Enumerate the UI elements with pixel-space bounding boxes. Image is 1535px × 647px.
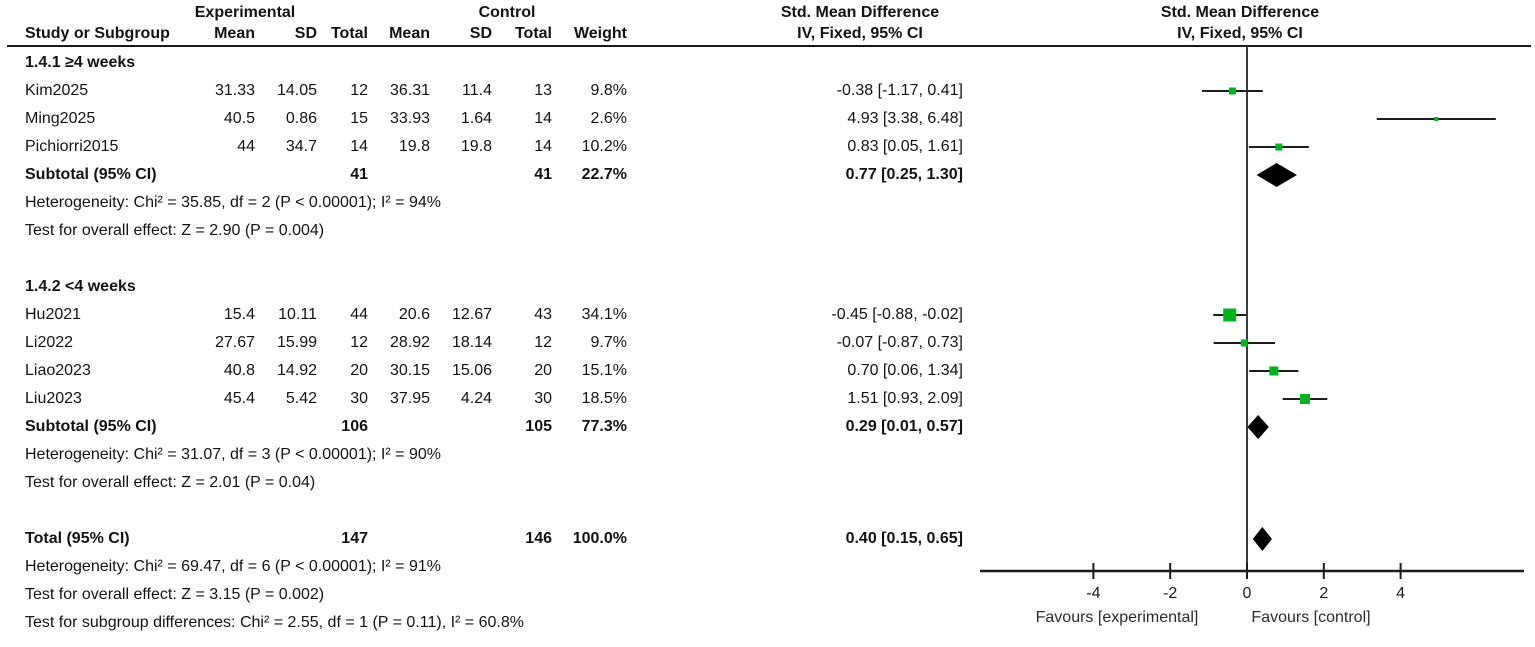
smd-header-left: Std. Mean Difference: [780, 4, 940, 21]
exp-total: 30: [350, 390, 368, 407]
ci-text: 4.93 [3.38, 6.48]: [847, 110, 963, 127]
ctrl-total: 146: [525, 530, 552, 547]
weight: 2.6%: [590, 110, 627, 127]
weight: 9.8%: [590, 82, 627, 99]
study-name: Liao2023: [25, 362, 91, 379]
subtotal-label: Subtotal (95% CI): [25, 418, 157, 435]
ci-text: 0.77 [0.25, 1.30]: [845, 166, 963, 183]
exp-sd: 15.99: [276, 334, 317, 351]
exp-mean: 40.8: [223, 362, 255, 379]
svg-text:-2: -2: [1163, 585, 1178, 602]
svg-text:Favours [experimental]: Favours [experimental]: [1035, 609, 1199, 626]
ctrl-sd: 4.24: [460, 390, 492, 407]
svg-text:0: 0: [1242, 585, 1252, 602]
ci-text: -0.38 [-1.17, 0.41]: [836, 82, 963, 99]
exp-sd: 0.86: [285, 110, 317, 127]
svg-text:-4: -4: [1086, 585, 1101, 602]
exp-mean: 31.33: [214, 82, 255, 99]
exp-sd: 34.7: [285, 138, 317, 155]
weight: 18.5%: [581, 390, 627, 407]
ctrl-total: 20: [534, 362, 552, 379]
exp-total: 20: [350, 362, 368, 379]
svg-text:Favours [control]: Favours [control]: [1251, 609, 1371, 626]
col-header-ctrl-sd: SD: [469, 25, 492, 42]
exp-total: 147: [341, 530, 368, 547]
ctrl-mean: 33.93: [389, 110, 430, 127]
svg-text:2: 2: [1319, 585, 1329, 602]
exp-total: 12: [350, 334, 368, 351]
exp-sd: 14.05: [276, 82, 317, 99]
exp-total: 15: [350, 110, 368, 127]
exp-sd: 10.11: [278, 306, 317, 323]
ctrl-mean: 19.8: [398, 138, 430, 155]
study-name: Pichiorri2015: [25, 138, 119, 155]
exp-mean: 40.5: [223, 110, 255, 127]
ctrl-total: 14: [534, 138, 552, 155]
study-name: Liu2023: [25, 390, 82, 407]
ci-header-right: IV, Fixed, 95% CI: [1177, 25, 1303, 42]
weight: 22.7%: [581, 166, 627, 183]
exp-mean: 27.67: [214, 334, 255, 351]
ctrl-total: 30: [534, 390, 552, 407]
col-header-ctrl-mean: Mean: [389, 25, 430, 42]
col-header-exp-mean: Mean: [214, 25, 255, 42]
ci-header-left: IV, Fixed, 95% CI: [797, 25, 923, 42]
exp-mean: 44: [237, 138, 255, 155]
weight: 77.3%: [581, 418, 627, 435]
exp-total: 41: [350, 166, 368, 183]
exp-total: 44: [350, 306, 368, 323]
exp-total: 106: [341, 418, 368, 435]
ctrl-mean: 20.6: [398, 306, 430, 323]
col-header-ctrl-total: Total: [514, 25, 552, 42]
ctrl-mean: 28.92: [389, 334, 430, 351]
svg-text:4: 4: [1396, 585, 1406, 602]
ctrl-sd: 11.4: [462, 82, 492, 99]
weight: 10.2%: [581, 138, 627, 155]
smd-header-right: Std. Mean Difference: [1160, 4, 1320, 21]
weight: 15.1%: [581, 362, 627, 379]
ctrl-total: 13: [534, 82, 552, 99]
group-header-experimental: Experimental: [194, 4, 296, 21]
ci-text: 1.51 [0.93, 2.09]: [847, 390, 963, 407]
study-name: Li2022: [25, 334, 74, 351]
overall-effect-text: Test for overall effect: Z = 2.01 (P = 0.04): [25, 474, 316, 491]
col-header-exp-total: Total: [330, 25, 368, 42]
ctrl-mean: 30.15: [389, 362, 430, 379]
col-header-weight: Weight: [573, 25, 627, 42]
ctrl-mean: 37.95: [389, 390, 430, 407]
exp-mean: 45.4: [223, 390, 255, 407]
ctrl-sd: 12.67: [451, 306, 492, 323]
ci-text: -0.07 [-0.87, 0.73]: [836, 334, 963, 351]
subgroup-differences-text: Test for subgroup differences: Chi² = 2.55, df = 1 (P = 0.11), I² = 60.8%: [25, 614, 524, 631]
ctrl-total: 14: [534, 110, 552, 127]
ctrl-sd: 19.8: [460, 138, 492, 155]
weight: 34.1%: [581, 306, 627, 323]
study-name: Hu2021: [25, 306, 82, 323]
total-label: Total (95% CI): [25, 530, 130, 547]
group-header-control: Control: [478, 4, 536, 21]
exp-sd: 5.42: [285, 390, 317, 407]
exp-sd: 14.92: [276, 362, 317, 379]
exp-mean: 15.4: [223, 306, 255, 323]
weight: 100.0%: [572, 530, 627, 547]
ctrl-sd: 1.64: [460, 110, 492, 127]
study-name: Ming2025: [25, 110, 96, 127]
ci-text: 0.83 [0.05, 1.61]: [847, 138, 963, 155]
ctrl-sd: 15.06: [451, 362, 492, 379]
ctrl-mean: 36.31: [389, 82, 430, 99]
exp-total: 12: [350, 82, 368, 99]
col-header-study: Study or Subgroup: [25, 25, 170, 42]
heterogeneity-text: Heterogeneity: Chi² = 69.47, df = 6 (P < 0.00001); I² = 91%: [25, 558, 441, 575]
ctrl-total: 41: [534, 166, 552, 183]
ctrl-total: 43: [534, 306, 552, 323]
subgroup-label-text: 1.4.1 ≥4 weeks: [25, 54, 136, 71]
overall-effect-text: Test for overall effect: Z = 3.15 (P = 0.002): [25, 586, 325, 603]
overall-effect-text: Test for overall effect: Z = 2.90 (P = 0.004): [25, 222, 325, 239]
ci-text: 0.40 [0.15, 0.65]: [845, 530, 963, 547]
study-name: Kim2025: [25, 82, 89, 99]
ctrl-total: 105: [525, 418, 552, 435]
ctrl-sd: 18.14: [451, 334, 492, 351]
col-header-exp-sd: SD: [294, 25, 317, 42]
heterogeneity-text: Heterogeneity: Chi² = 31.07, df = 3 (P < 0.00001); I² = 90%: [25, 446, 441, 463]
ci-text: 0.29 [0.01, 0.57]: [845, 418, 963, 435]
exp-total: 14: [350, 138, 368, 155]
weight: 9.7%: [590, 334, 627, 351]
ctrl-total: 12: [534, 334, 552, 351]
subtotal-label: Subtotal (95% CI): [25, 166, 157, 183]
ci-text: -0.45 [-0.88, -0.02]: [831, 306, 963, 323]
heterogeneity-text: Heterogeneity: Chi² = 35.85, df = 2 (P < 0.00001); I² = 94%: [25, 194, 441, 211]
subgroup-label-text: 1.4.2 <4 weeks: [25, 278, 136, 295]
ci-text: 0.70 [0.06, 1.34]: [847, 362, 963, 379]
